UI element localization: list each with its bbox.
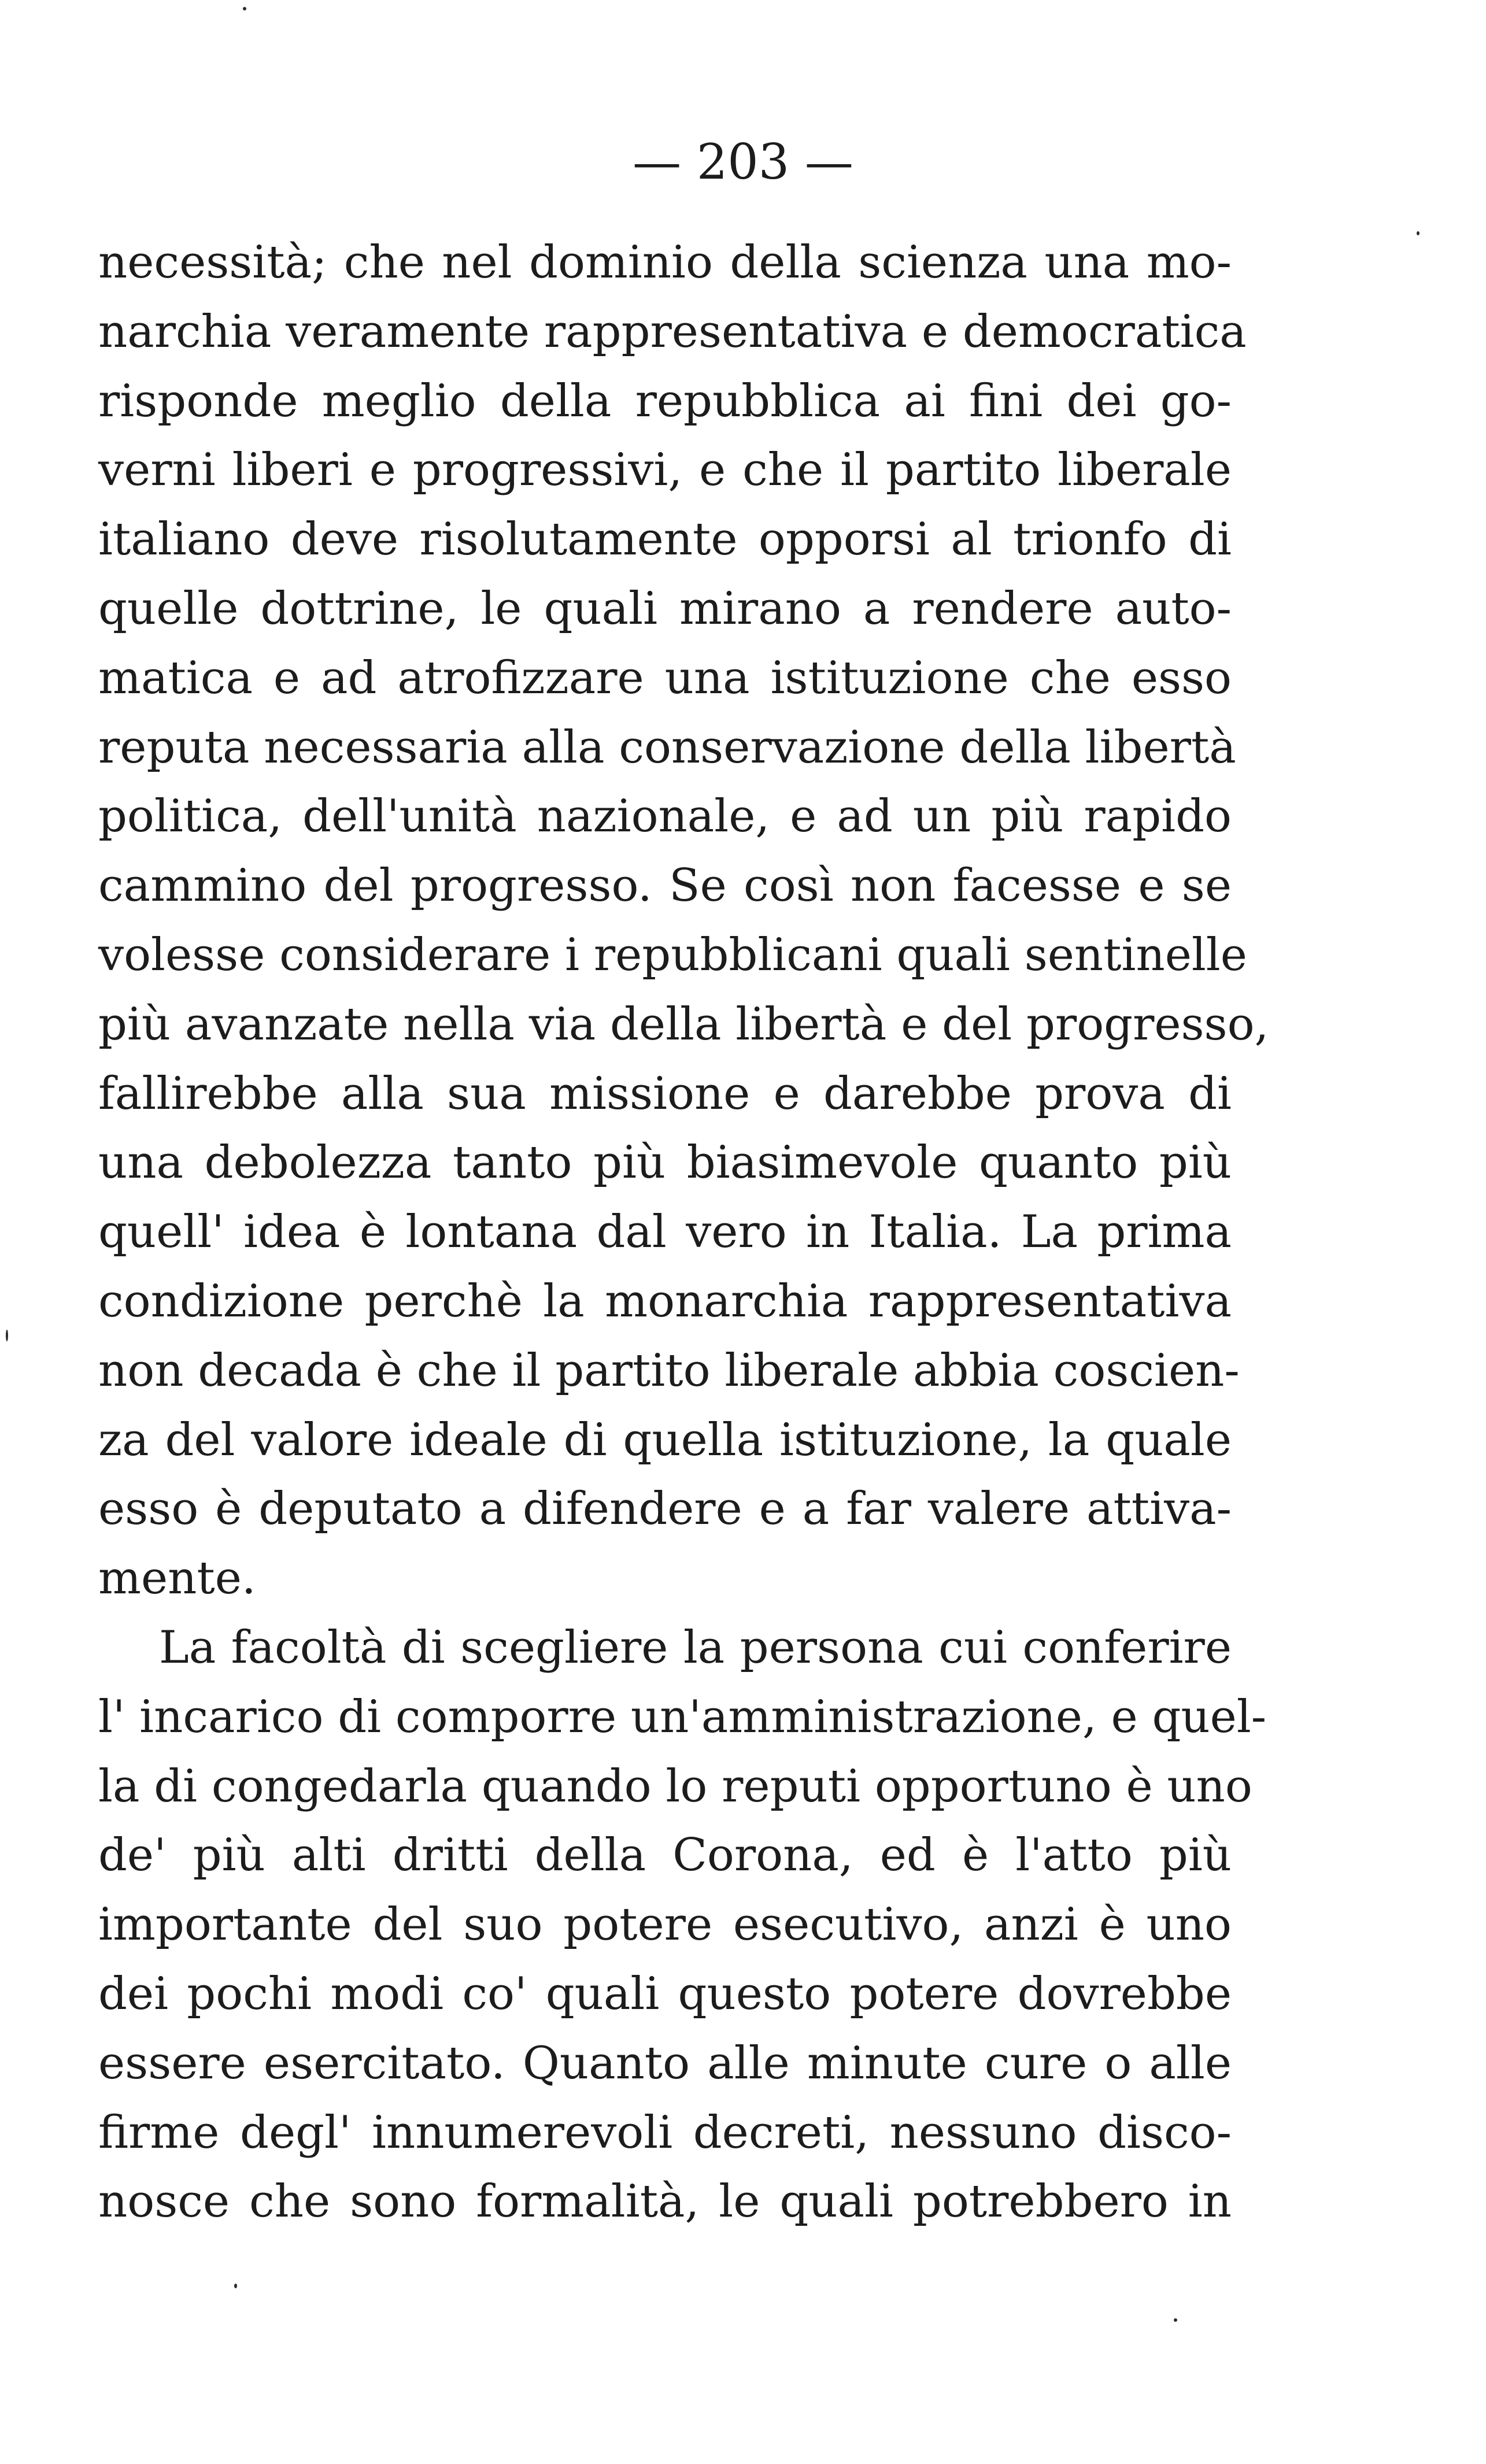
paragraph-end-line: mente. [98,1552,256,1605]
text-line: verni liberi e progressivi, e che il partito liberale [98,444,1232,497]
paragraph-start-line: La facoltà di scegliere la persona cui conferire [159,1621,1232,1674]
text-line: più avanzate nella via della libertà e del progresso, [98,998,1269,1050]
text-line: cammino del progresso. Se così non facesse e se [98,860,1232,912]
body-text [98,228,1269,2237]
text-line: quell' idea è lontana dal vero in Italia. La prima [98,1206,1232,1259]
text-line: condizione perchè la monarchia rappresentativa [98,1275,1232,1327]
text-line: necessità; che nel dominio della scienza una mo- [98,236,1232,288]
text-line: quelle dottrine, le quali mirano a rendere auto- [98,582,1232,635]
text-line: italiano deve risolutamente opporsi al trionfo di [98,513,1232,566]
text-line: non decada è che il partito liberale abbia coscien- [98,1344,1240,1397]
scan-speck [1174,2318,1177,2322]
text-line: importante del suo potere esecutivo, anzi è uno [98,1899,1232,1951]
text-line: una debolezza tanto più biasimevole quanto più [98,1137,1232,1189]
text-line: essere esercitato. Quanto alle minute cure o alle [98,2037,1232,2089]
text-line: nosce che sono formalità, le quali potrebbero in [98,2176,1232,2228]
text-line: politica, dell'unità nazionale, e ad un più rapido [98,790,1232,843]
text-line: risponde meglio della repubblica ai fini dei go- [98,375,1232,427]
text-line: fallirebbe alla sua missione e darebbe prova di [98,1067,1232,1120]
text-line: reputa necessaria alla conservazione della libertà [98,721,1236,774]
page-number: — 203 — [633,134,853,190]
text-line: esso è deputato a difendere e a far valere attiva- [98,1483,1232,1536]
scan-speck [6,1330,8,1341]
scan-speck [1417,231,1420,235]
scan-speck [234,2284,237,2288]
text-line: za del valore ideale di quella istituzione, la quale [98,1414,1232,1466]
text-line: volesse considerare i repubblicani quali sentinelle [98,928,1247,981]
text-line: narchia veramente rappresentativa e democratica [98,305,1247,358]
text-line: matica e ad atrofizzare una istituzione che esso [98,652,1232,704]
text-line: firme degl' innumerevoli decreti, nessuno disco- [98,2106,1232,2159]
text-line: la di congedarla quando lo reputi opportuno è uno [98,1760,1252,1812]
scan-speck [243,7,246,10]
text-line: de' più alti dritti della Corona, ed è l'atto più [98,1829,1232,1882]
text-line: dei pochi modi co' quali questo potere dovrebbe [98,1967,1232,2020]
text-line: l' incarico di comporre un'amministrazione, e quel- [98,1690,1267,1743]
